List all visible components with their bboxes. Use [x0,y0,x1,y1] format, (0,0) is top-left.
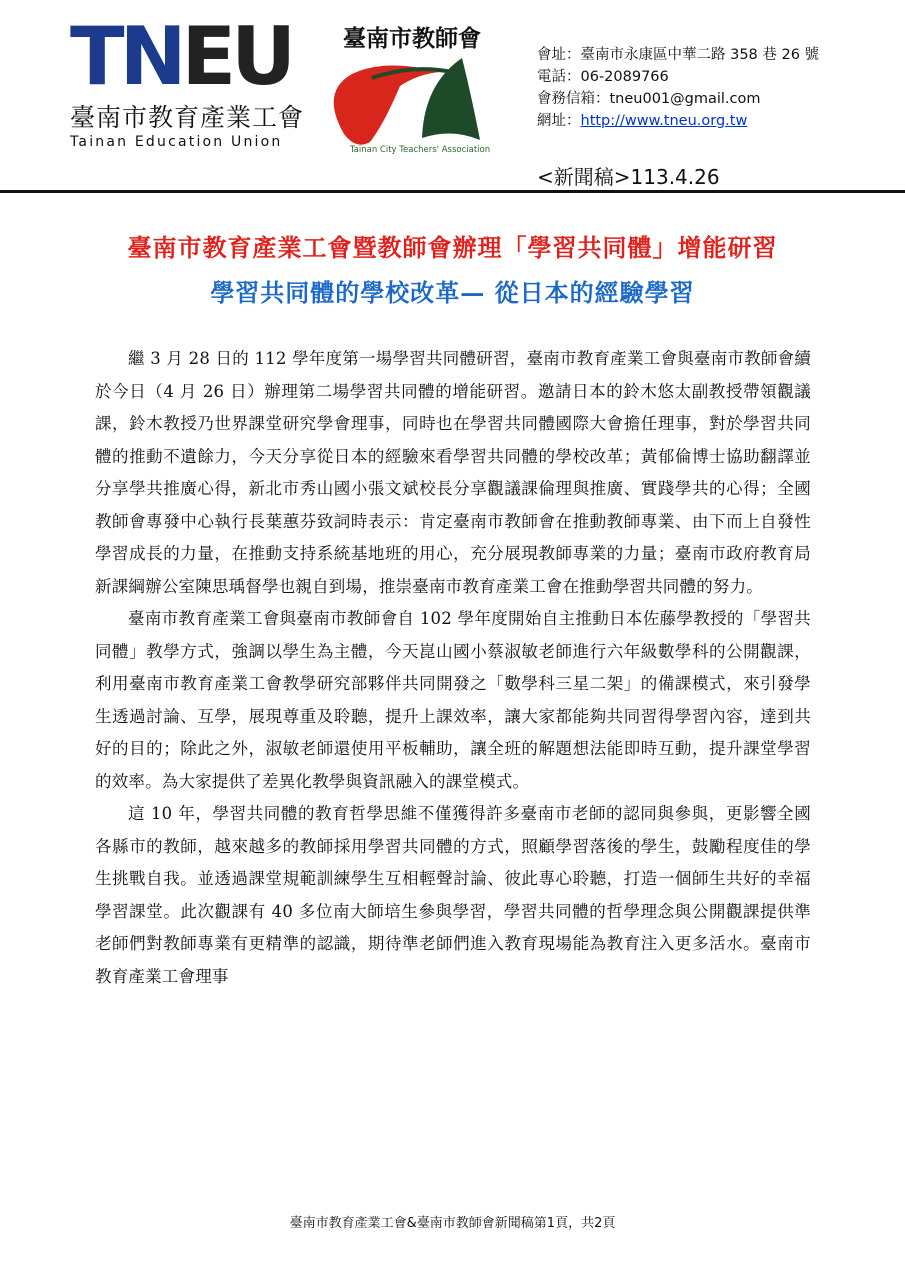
tneu-name-zh: 臺南市教育產業工會 [70,103,305,132]
tcta-logo [312,14,512,159]
page-subtitle: 學習共同體的學校改革— 從日本的經驗學習 [210,278,695,307]
header-divider [0,190,905,193]
article-body [95,343,811,993]
letterhead [0,0,905,196]
contact-website [537,110,882,132]
paragraph-1: 繼 3 月 28 日的 112 學年度第一場學習共同體研習，臺南市教育產業工會與臺南市教師會續於今日（4 月 26 日）辦理第二場學習共同體的增能研習。邀請日本的鈴木悠太副教授帶領觀議課，鈴木教授乃世界課堂研究學會理事，同時也在學習共同體國際大會擔任理事，對於學習共同體的推動不遺餘力，今天分享從日本的經驗來看學習共同體的學校改革；黃郁倫博士協助翻譯並分享學共推廣心得，新北市秀山國小張文斌校長分享觀議課倫理與推廣、實踐學共的心得；全國教師會專發中心執行長葉蕙芬致詞時表示：肯定臺南市教師會在推動教師專業、由下而上自發性學習成長的力量，在推動支持系統基地班的用心，充分展現教師專業的力量；臺南市政府教育局新課綱辦公室陳思瑀督學也親自到場，推崇臺南市教育產業工會在推動學習共同體的努力。 [95,349,811,596]
tneu-logo-mark [70,10,292,103]
page-footer: 臺南市教育產業工會&臺南市教師會新聞稿第1頁，共2頁 [289,1216,616,1231]
release-date: <新聞稿>113.4.26 [537,165,720,189]
tneu-logo-tn: TN [70,10,182,103]
contact-info [537,44,882,132]
tneu-name-en: Tainan Education Union [70,134,283,150]
tcta-logo-name-zh: 臺南市教師會 [343,25,481,52]
page-title: 臺南市教育產業工會暨教師會辦理「學習共同體」增能研習 [127,233,778,262]
tneu-logo [70,10,305,150]
contact-email: 會務信箱：tneu001@gmail.com [537,91,761,107]
website-link[interactable]: http://www.tneu.org.tw [580,113,748,129]
tneu-logo-eu: EU [181,10,292,103]
contact-phone: 電話：06-2089766 [537,69,669,85]
website-label: 網址： [537,113,581,129]
paragraph-3: 這 10 年，學習共同體的教育哲學思維不僅獲得許多臺南市老師的認同與參與，更影響全國各縣市的教師，越來越多的教師採用學習共同體的方式，照顧學習落後的學生，鼓勵程度佳的學生挑戰自我。並透過課堂規範訓練學生互相輕聲討論、彼此專心聆聽，打造一個師生共好的幸福學習課堂。此次觀課有 40 多位南大師培生參與學習，學習共同體的哲學理念與公開觀課提供準老師們對教師專業有更精準的認識，期待準老師們進入教育現場能為教育注入更多活水。臺南市教育產業工會理事 [95,804,811,986]
tcta-logo-name-en: Tainan City Teachers' Association [349,145,491,155]
paragraph-2: 臺南市教育產業工會與臺南市教師會自 102 學年度開始自主推動日本佐藤學教授的「學習共同體」教學方式，強調以學生為主體，今天崑山國小蔡淑敏老師進行六年級數學科的公開觀課，利用臺南市教育產業工會教學研究部夥伴共同開發之「數學科三星二架」的備課模式，來引發學生透過討論、互學，展現尊重及聆聽，提升上課效率，讓大家都能夠共同習得學習內容，達到共好的目的；除此之外，淑敏老師還使用平板輔助，讓全班的解題想法能即時互動，提升課堂學習的效率。為大家提供了差異化教學與資訊融入的課堂模式。 [95,609,811,791]
contact-address: 會址：臺南市永康區中華二路 358 巷 26 號 [537,47,820,63]
